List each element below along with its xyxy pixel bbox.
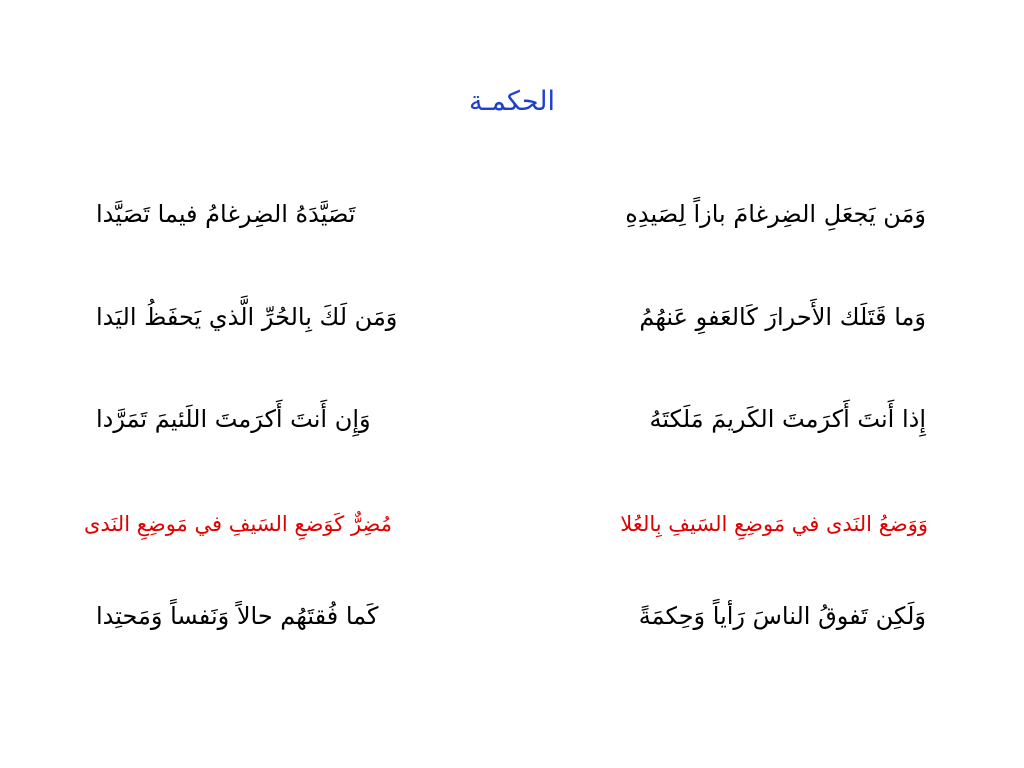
verse-1-second-hemistich: تَصَيَّدَهُ الضِرغامُ فيما تَصَيَّدا xyxy=(96,200,356,228)
verse-1 xyxy=(0,190,1024,238)
verse-5 xyxy=(0,592,1024,640)
verse-2-first-hemistich: وَما قَتَلَك الأَحرارَ كَالعَفوِ عَنهُمُ xyxy=(639,303,926,331)
verse-3-second-hemistich: وَإِن أَنتَ أَكرَمتَ اللَئيمَ تَمَرَّدا xyxy=(96,405,371,433)
verse-3-first-hemistich: إِذا أَنتَ أَكرَمتَ الكَريمَ مَلَكتَهُ xyxy=(649,405,926,433)
verse-4-second-hemistich: مُضِرٌّ كَوَضعِ السَيفِ في مَوضِعِ النَدى xyxy=(84,512,392,536)
verse-3 xyxy=(0,395,1024,443)
verse-4-first-hemistich: وَوَضعُ النَدى في مَوضِعِ السَيفِ بِالعُلا xyxy=(620,512,928,536)
verse-5-first-hemistich: وَلَكِن تَفوقُ الناسَ رَأياً وَحِكمَةً xyxy=(638,602,926,630)
verse-2-second-hemistich: وَمَن لَكَ بِالحُرِّ الَّذي يَحفَظُ اليَدا xyxy=(96,303,398,331)
verse-4-highlighted xyxy=(0,500,1024,548)
verse-2 xyxy=(0,293,1024,341)
slide-title: الحكمـة xyxy=(468,86,556,117)
verse-1-first-hemistich: وَمَن يَجعَلِ الضِرغامَ بازاً لِصَيدِهِ xyxy=(625,200,926,228)
verse-5-second-hemistich: كَما فُقتَهُم حالاً وَنَفساً وَمَحتِدا xyxy=(96,602,379,630)
